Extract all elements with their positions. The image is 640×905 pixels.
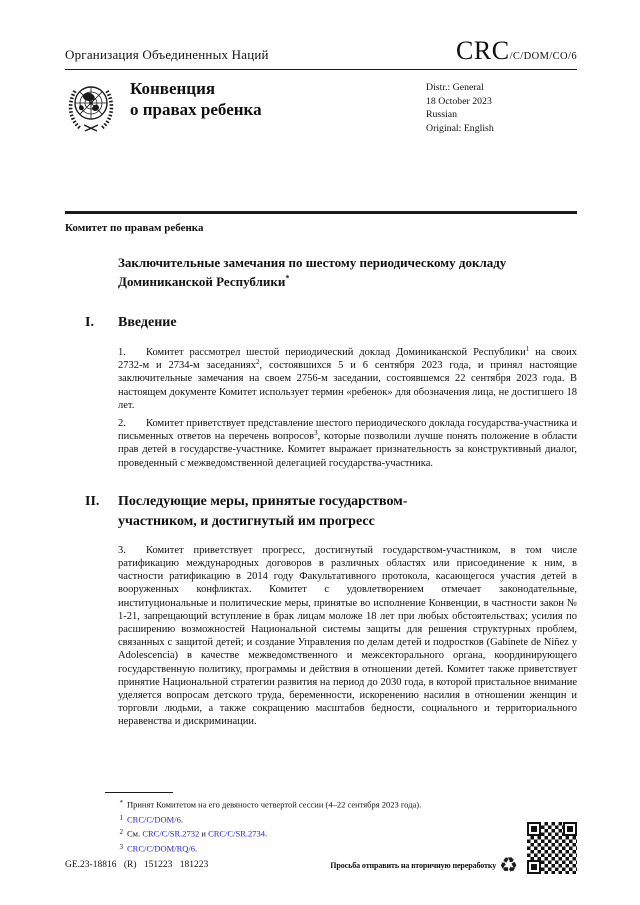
document-symbol-main: CRC: [456, 36, 510, 65]
paragraph-number: 3.: [118, 544, 126, 556]
section-numeral: I.: [85, 315, 94, 330]
qr-finder-bottom-left: [527, 860, 541, 874]
masthead-main-row: [65, 76, 577, 134]
footnote-marker: 3: [119, 842, 123, 851]
paragraph-2: [118, 417, 577, 470]
paragraph-text: Комитет приветствует представление шестого периодического доклада государства-участника и письменных ответов на перечень вопросов: [118, 418, 577, 443]
paragraph-text: на своих 2732-м и 2734-м заседаниях: [118, 347, 577, 372]
footnote-star: [105, 797, 535, 812]
document-body: [65, 211, 577, 729]
header-divider-rule: [65, 211, 577, 214]
recycle-icon: ♻: [499, 852, 518, 877]
footnote-2: [105, 826, 535, 841]
document-link[interactable]: CRC/C/SR.2732: [142, 828, 200, 839]
paragraph-text: Комитет приветствует прогресс, достигнутый государством-участником, в том числе ратификацию международных договоров в различных областях или присоединение к ним, в частности ратификацию в 2014 году Факультативного протокола, касающегося участия детей в вооруженных конфликтах. Комитет с удовлетворением отмечает законодательные, институциональные и политические меры, принятые во исполнение Конвенции, в частности закон № 1-21, запрещающий вступление в брак лицам моложе 18 лет при любых обстоятельствах; усилия по расширению возможностей Национальной системы защиты для решения структурных проблем, связанных с защитой детей; и создание Управления по делам детей и подростков (Gabinete de Niñez y Adolescencia) в качестве межведомственного и межсекторального органа, координирующего государственную политику, программы и действия в отношении детей. Комитет также приветствует принятие Национальной стратегии развития на период до 2030 года, в которой пристальное внимание уделяется вопросам детского труда, беременности, искоренению насилия в отношении женщин и торговли людьми, а также сокращению масштабов бедности, социального и территориального неравенства и дискриминации.: [118, 544, 577, 728]
footnote-text: Принят Комитетом на его девяносто четвертой сессии (4–22 сентября 2023 года).: [127, 799, 422, 810]
document-symbol: [456, 36, 577, 66]
footnotes-block: [105, 792, 535, 855]
footnote-text: .: [180, 814, 183, 824]
original-language-line: Original: English: [426, 122, 494, 134]
footnote-marker: *: [119, 799, 123, 807]
paragraph-1: [118, 346, 577, 412]
footnote-ref-1: 1: [525, 345, 530, 353]
qr-code: [527, 822, 577, 874]
paragraph-text: , которые позволили лучше понять положение в области прав детей в государстве-участнике. Комитет выражает признательность за конструктивный диалог, проведенный с межведомственной делегацией государства-участника.: [118, 431, 577, 469]
footnote-text: .: [265, 828, 268, 839]
publication-title-line2: о правах ребенка: [130, 100, 262, 119]
masthead-top-row: [65, 36, 577, 70]
footnote-text: См.: [127, 828, 143, 839]
section-heading-text: Введение: [118, 315, 177, 330]
title-footnote-mark: *: [285, 273, 290, 283]
publication-title-line1: Конвенция: [130, 79, 216, 98]
document-title: [118, 253, 538, 291]
footnote-1: [105, 812, 535, 827]
masthead: [65, 36, 577, 134]
footnote-separator: [105, 792, 173, 793]
qr-finder-top-right: [563, 822, 577, 836]
footnote-text: и: [199, 828, 209, 839]
distr-line: Distr.: General: [426, 82, 484, 93]
section-numeral: II.: [85, 493, 100, 509]
document-link[interactable]: CRC/C/DOM/RQ/6: [127, 843, 196, 853]
section-heading-text: Последующие меры, принятые государством-участником, и достигнутый им прогресс: [118, 493, 408, 529]
section-heading-follow-up: [65, 492, 577, 532]
recycle-notice-text: Просьба отправить на вторичную переработку: [330, 860, 497, 870]
paragraph-3: [118, 544, 577, 729]
paragraph-text: Комитет рассмотрел шестой периодический доклад Доминиканской Республики: [146, 347, 526, 358]
publication-title: [130, 78, 262, 134]
paragraph-text: , состоявшихся 5 и 6 сентября 2023 года, и принял настоящие заключительные замечания на своем 2756-м заседании, состоявшемся 22 сентября 2023 года. В настоящем документе Комитет использует термин «ребенок» для обозначения лица, не достигшего 18 лет.: [118, 360, 578, 411]
language-line: Russian: [426, 109, 458, 120]
committee-name: Комитет по правам ребенка: [65, 222, 204, 234]
qr-finder-top-left: [527, 822, 541, 836]
footnote-text: .: [195, 843, 198, 853]
footnote-ref-2: 2: [255, 358, 260, 367]
document-link[interactable]: CRC/C/DOM/6: [127, 814, 181, 824]
org-name: Организация Объединенных Наций: [65, 47, 269, 62]
recycle-notice: [330, 852, 518, 878]
footnote-ref-3: 3: [314, 429, 318, 438]
paragraph-number: 1.: [118, 347, 126, 358]
ge-reference-number: GE.23-18816 (R) 151223 181223: [65, 860, 209, 870]
un-emblem-icon: [65, 78, 117, 134]
document-symbol-suffix: /C/DOM/CO/6: [509, 51, 577, 62]
distribution-block: [426, 81, 494, 135]
document-link[interactable]: CRC/C/SR.2734: [208, 828, 265, 839]
document-title-text: Заключительные замечания по шестому периодическому докладу Доминиканской Республики: [118, 255, 507, 289]
date-line: 18 October 2023: [426, 95, 492, 107]
paragraph-number: 2.: [118, 418, 126, 430]
footnote-marker: 2: [119, 828, 123, 836]
footnote-marker: 1: [119, 813, 123, 822]
section-heading-introduction: [65, 313, 577, 333]
